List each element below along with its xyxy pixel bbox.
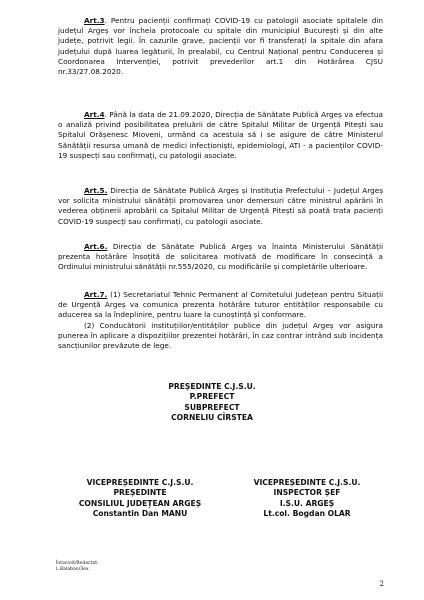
article-6-text: Direcția de Sănătate Publică Argeș va înainta Ministerului Sănătății prezenta hotărâre însoțită de solicitarea motivată de modificare în consecință a Ordinului ministrului sănătății nr.555/2020, cu modificările și completările ulterioare. xyxy=(58,242,383,272)
signature-vice-left xyxy=(60,478,220,519)
article-3-label: Art.3 xyxy=(84,16,105,25)
article-7-label: Art.7. xyxy=(84,290,108,299)
article-3 xyxy=(58,16,383,77)
signature-vice-left-line-2: PREȘEDINTE xyxy=(113,488,167,498)
footer-line-1: Întocmit/Redactat: xyxy=(56,561,99,566)
footer-note xyxy=(56,561,99,573)
article-6 xyxy=(58,242,383,273)
article-6-label: Art.6. xyxy=(84,242,108,251)
article-7-text-2: (2) Conducătorii instituțiilor/entităților publice din județul Argeș vor asigura punerea în aplicare a dispozițiilor prezentei hotărâri, în caz contrar intrând sub incidența sancțiunilor prevăzute de lege. xyxy=(58,320,383,351)
signature-vice-left-line-3: CONSILIUL JUDEȚEAN ARGEȘ xyxy=(78,498,202,508)
signature-president xyxy=(112,382,312,423)
article-3-text: . Pentru pacienții confirmați COVID-19 cu patologii asociate spitalele din județul Argeș vor încheia protocoale cu spitale din municipiul București și din alte județe, potrivit legii. În cazurile grave, pacienții vor fi transferați la spitale din afara județului după luarea legăturii, în prealabil, cu Centrul Național pentru Conducerea și Coordonarea Intervenției, potrivit prevederilor art.1 din Hotărârea CJSU nr.33/27.08.2020. xyxy=(58,16,383,77)
signature-vice-left-line-1: VICEPREȘEDINTE C.J.S.U. xyxy=(86,478,194,487)
signature-president-line-2: P.PREFECT xyxy=(189,392,235,402)
signature-vice-left-name: Constantin Dan MANU xyxy=(92,508,188,518)
signature-president-name: CORNELIU CÎRSTEA xyxy=(171,412,253,422)
signature-vice-right-line-2: INSPECTOR ȘEF xyxy=(273,488,341,498)
article-4-label: Art.4 xyxy=(84,110,105,119)
signature-vice-right xyxy=(232,478,382,519)
signature-president-line-1: PREȘEDINTE C.J.S.U. xyxy=(168,382,256,391)
article-5-text: Direcția de Sănătate Publică Argeș și Instituția Prefectului – Județul Argeș vor solicita ministrului sănătății promovarea unor demersuri către ministrul apărării în vederea obținerii aprobării ca Spitalul Militar de Urgență Pitești să poată trata pacienți COVID-19 suspecți sau confirmați, cu patologii asociate. xyxy=(58,186,383,226)
article-7-text: (1) Secretariatul Tehnic Permanent al Comitetului Județean pentru Situații de Urgență Argeș va comunica prezenta hotărâre tuturor entităților responsabile cu aducerea sa la îndeplinire, pentru luare la cunoștință și conformare. xyxy=(58,290,383,320)
signature-vice-right-line-3: I.S.U. ARGEȘ xyxy=(279,498,335,508)
signature-vice-right-name: Lt.col. Bogdan OLAR xyxy=(263,508,351,518)
article-5-label: Art.5. xyxy=(84,186,108,195)
article-4-text: . Până la data de 21.09.2020, Direcția de Sănătate Publică Argeș va efectua o analiză privind posibilitatea preluării de către Spitalul Militar de Urgență Pitești sau Spitalul Orășenesc Mioveni, urmând ca acestuia să i se asigure de către Ministerul Sănătății resursa umană de medici infecționiști, epidemiologi, ATI - a pacienților COVID-19 suspecți sau confirmați, cu patologii asociate. xyxy=(58,110,383,160)
article-4 xyxy=(58,110,383,161)
article-7 xyxy=(58,290,383,351)
page-number: 2 xyxy=(379,580,384,588)
signature-vice-right-line-1: VICEPREȘEDINTE C.J.S.U. xyxy=(253,478,361,487)
article-5 xyxy=(58,186,383,227)
footer-line-2: L.Balaban/3ex. xyxy=(56,567,91,572)
signature-president-line-3: SUBPREFECT xyxy=(184,402,240,412)
